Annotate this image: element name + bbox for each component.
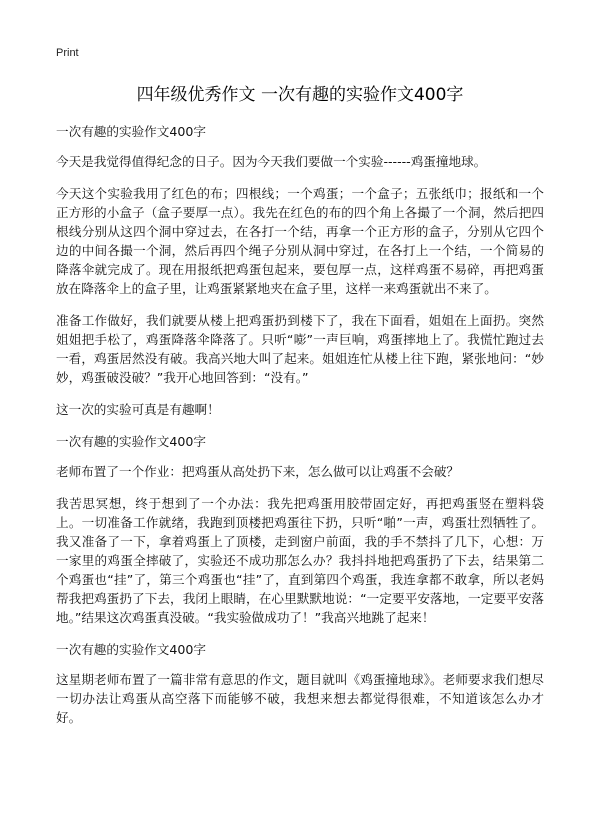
- paragraph: 我苦思冥想，终于想到了一个办法：我先把鸡蛋用胶带固定好，再把鸡蛋竖在塑料袋上。一切准备工作就绪，我跑到顶楼把鸡蛋往下扔，只听“啪”一声，鸡蛋壮烈牺牲了。我又准备了一下，拿着鸡蛋上了顶楼，走到窗户前面，我的手不禁抖了几下，心想：万一家里的鸡蛋全摔破了，实验还不成功那怎么办？我抖抖地把鸡蛋扔了下去，结果第二个鸡蛋也“挂”了，第三个鸡蛋也“挂”了，直到第四个鸡蛋，我连拿都不敢拿，所以老妈帮我把鸡蛋扔了下去，我闭上眼睛，在心里默默地说：“一定要平安落地，一定要平安落地。”结果这次鸡蛋真没破。“我实验做成功了！”我高兴地跳了起来！: [56, 496, 544, 625]
- section-heading-1: 一次有趣的实验作文400字: [56, 124, 206, 139]
- article-body: [56, 122, 544, 740]
- section-heading-2: 一次有趣的实验作文400字: [56, 434, 206, 449]
- print-link[interactable]: Print: [56, 47, 79, 59]
- paragraph: 准备工作做好，我们就要从楼上把鸡蛋扔到楼下了，我在下面看，姐姐在上面扔。突然姐姐把手松了，鸡蛋降落伞降落了。只听“嘭”一声巨响，鸡蛋摔地上了。我慌忙跑过去一看，鸡蛋居然没有破。我高兴地大叫了起来。姐姐连忙从楼上往下跑，紧张地问：“妙妙，鸡蛋破没破？”我开心地回答到：“没有。”: [56, 313, 544, 385]
- paragraph: 今天是我觉得值得纪念的日子。因为今天我们要做一个实验------鸡蛋撞地球。: [56, 154, 487, 169]
- paragraph: 这星期老师布置了一篇非常有意思的作文，题目就叫《鸡蛋撞地球》。老师要求我们想尽一切办法让鸡蛋从高空落下而能够不破，我想来想去都觉得很难，不知道该怎么办才好。: [56, 672, 544, 725]
- paragraph: 这一次的实验可真是有趣啊！: [56, 402, 220, 417]
- section-heading-3: 一次有趣的实验作文400字: [56, 642, 206, 657]
- page-title: 四年级优秀作文 一次有趣的实验作文400字: [136, 85, 464, 105]
- paragraph: 老师布置了一个作业：把鸡蛋从高处扔下来，怎么做可以让鸡蛋不会破？: [56, 464, 459, 479]
- paragraph: 今天这个实验我用了红色的布；四根线；一个鸡蛋；一个盒子；五张纸巾；报纸和一个正方形的小盒子（盒子要厚一点）。我先在红色的布的四个角上各撮了一个洞，然后把四根线分别从这四个洞中穿过去，在各打一个结，再拿一个正方形的盒子，分别从它四个边的中间各撮一个洞，然后再四个绳子分别从洞中穿过，在各打上一个结，一个简易的降落伞就完成了。现在用报纸把鸡蛋包起来，要包厚一点，这样鸡蛋不易碎，再把鸡蛋放在降落伞上的盒子里，让鸡蛋紧紧地夹在盒子里，这样一来鸡蛋就出不来了。: [56, 186, 544, 296]
